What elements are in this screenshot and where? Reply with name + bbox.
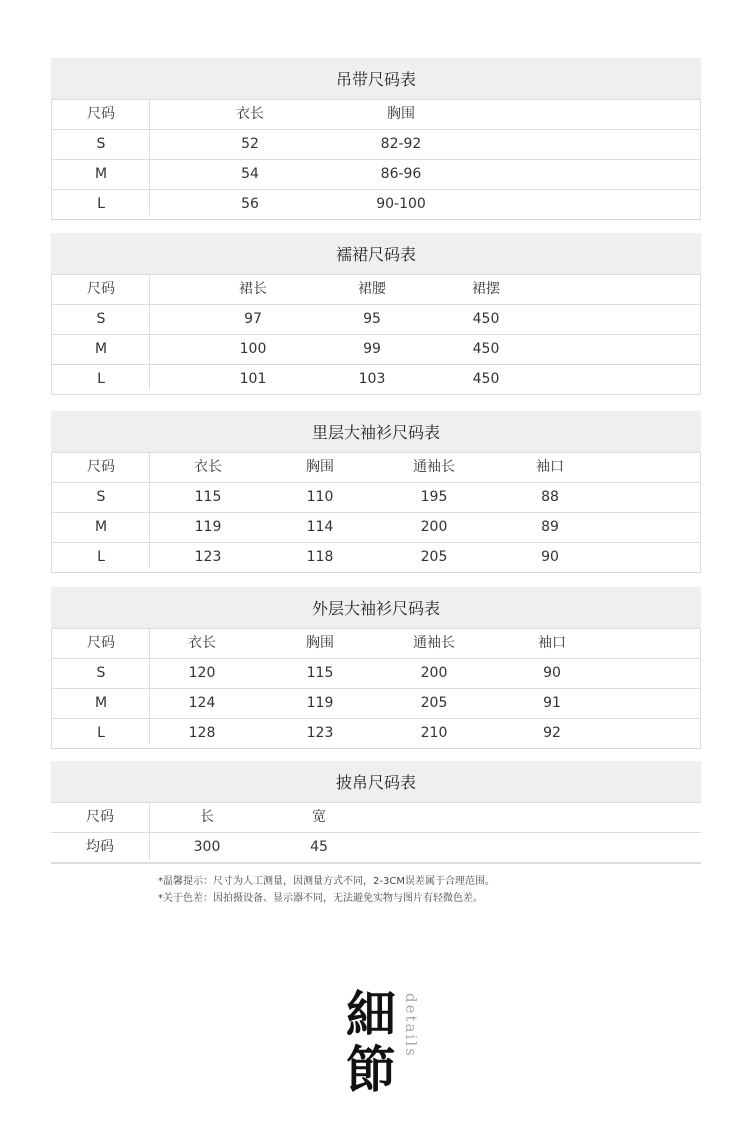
table-cell: 119: [194, 519, 222, 535]
size-table-outer-robe: [51, 587, 701, 749]
table-cell: 200: [420, 519, 448, 535]
measurement-note: *温馨提示：尺寸为人工测量，因测量方式不同，2-3CM误差属于合理范围。: [158, 876, 495, 887]
table-cell: 200: [420, 665, 448, 681]
header-cell: 通袖长: [413, 459, 455, 475]
table-cell: L: [97, 371, 105, 387]
table-title: 襦裙尺码表: [51, 233, 701, 274]
header-cell: 裙腰: [358, 281, 386, 297]
table-cell: 450: [472, 371, 500, 387]
table-cell: 45: [310, 839, 328, 855]
header-cell: 胸围: [306, 459, 334, 475]
table-cell: 52: [241, 136, 259, 152]
table-cell: 124: [188, 695, 216, 711]
table-cell: 123: [194, 549, 222, 565]
table-cell: 118: [306, 549, 334, 565]
header-cell: 衣长: [194, 459, 222, 475]
table-cell: 91: [543, 695, 561, 711]
table-cell: M: [94, 166, 108, 182]
header-cell: 裙摆: [472, 281, 500, 297]
table-cell: 110: [306, 489, 334, 505]
table-cell: 115: [194, 489, 222, 505]
table-cell: L: [97, 549, 105, 565]
table-cell: 56: [241, 196, 259, 212]
header-cell: 尺码: [87, 281, 115, 297]
size-table-inner-robe: [51, 411, 701, 573]
table-cell: 82-92: [380, 136, 422, 152]
table-cell: S: [96, 665, 106, 681]
table-cell: 205: [420, 695, 448, 711]
table-cell: 123: [306, 725, 334, 741]
table-cell: L: [97, 196, 105, 212]
table-cell: M: [94, 519, 108, 535]
table-cell: 95: [363, 311, 381, 327]
table-cell: M: [94, 341, 108, 357]
header-cell: 通袖长: [413, 635, 455, 651]
details-word: details: [402, 993, 420, 1058]
table-cell: 97: [244, 311, 262, 327]
size-table-shawl: [51, 761, 701, 864]
table-cell: 54: [241, 166, 259, 182]
table-cell: 300: [193, 839, 221, 855]
table-cell: 205: [420, 549, 448, 565]
details-char-2: 節: [346, 1040, 396, 1099]
table-cell: 210: [420, 725, 448, 741]
notes: [158, 873, 495, 907]
header-cell: 胸围: [306, 635, 334, 651]
table-cell: S: [96, 489, 106, 505]
column-divider: [149, 99, 150, 215]
table-cell: 100: [239, 341, 267, 357]
header-cell: 袖口: [538, 635, 566, 651]
table-cell: 99: [363, 341, 381, 357]
color-note: *关于色差：因拍摄设备、显示器不同，无法避免实物与图片有轻微色差。: [158, 893, 483, 904]
table-cell: 120: [188, 665, 216, 681]
header-cell: 裙长: [239, 281, 267, 297]
table-cell: 89: [541, 519, 559, 535]
column-divider: [149, 628, 150, 744]
table-title: 里层大袖衫尺码表: [51, 411, 701, 452]
details-char-1: 細: [346, 985, 396, 1044]
header-cell: 胸围: [387, 106, 415, 122]
table-cell: 450: [472, 341, 500, 357]
table-cell: 90: [541, 549, 559, 565]
column-divider: [149, 452, 150, 568]
header-cell: 尺码: [86, 809, 114, 825]
column-divider: [149, 802, 150, 860]
table-title: 吊带尺码表: [51, 58, 701, 99]
table-cell: 119: [306, 695, 334, 711]
header-cell: 衣长: [236, 106, 264, 122]
header-cell: 尺码: [87, 635, 115, 651]
header-cell: 尺码: [87, 459, 115, 475]
header-cell: 袖口: [536, 459, 564, 475]
table-cell: 90-100: [376, 196, 426, 212]
table-cell: S: [96, 311, 106, 327]
table-cell: 90: [543, 665, 561, 681]
table-cell: 均码: [86, 839, 114, 855]
size-table-camisole: [51, 58, 701, 220]
table-cell: 101: [239, 371, 267, 387]
table-cell: S: [96, 136, 106, 152]
table-cell: 86-96: [380, 166, 422, 182]
table-cell: 128: [188, 725, 216, 741]
table-cell: M: [94, 695, 108, 711]
table-cell: 450: [472, 311, 500, 327]
column-divider: [149, 274, 150, 390]
table-cell: 115: [306, 665, 334, 681]
table-title: 外层大袖衫尺码表: [51, 587, 701, 628]
header-cell: 衣长: [188, 635, 216, 651]
table-cell: 92: [543, 725, 561, 741]
table-cell: 88: [541, 489, 559, 505]
header-cell: 宽: [312, 809, 326, 825]
table-cell: 114: [306, 519, 334, 535]
table-cell: 103: [358, 371, 386, 387]
table-cell: 195: [420, 489, 448, 505]
size-table-ruqun-skirt: [51, 233, 701, 395]
table-title: 披帛尺码表: [51, 761, 701, 802]
table-cell: L: [97, 725, 105, 741]
header-cell: 长: [200, 809, 214, 825]
header-cell: 尺码: [87, 106, 115, 122]
